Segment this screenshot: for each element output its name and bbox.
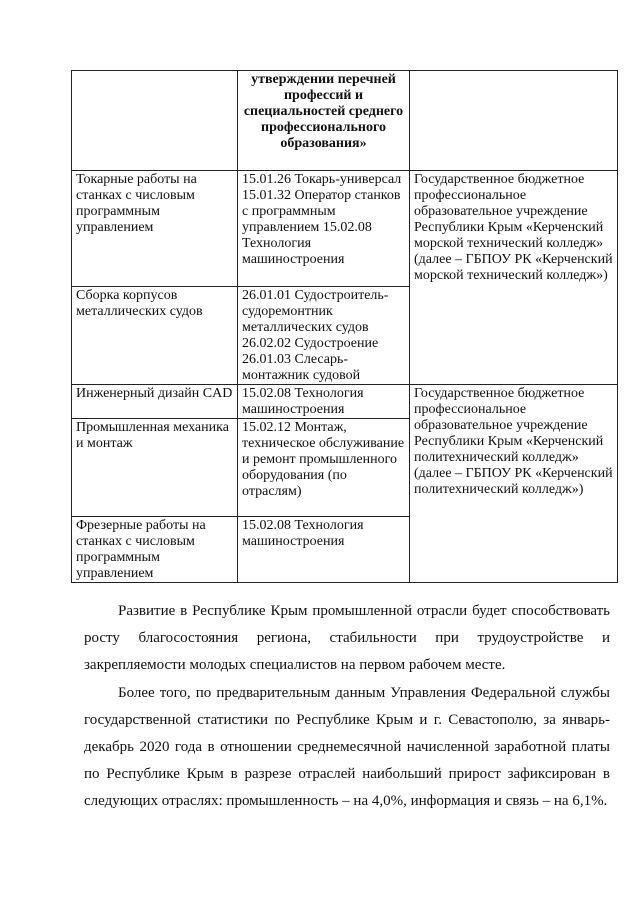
paragraph-text: Более того, по предварительным данным Управления Федеральной службы государственной статистики по Республике Крым и г. Севастополю, за январь-декабрь 2020 года в отношении среднемесячной начисленной заработной платы по Республике Крым в разрезе отраслей наибольший прирост зафиксирован в следующих отраслях: промышленность – на 4,0%, информация и связь – на 6,1%. (84, 685, 610, 809)
program-cell: Промышленная механика и монтаж (72, 419, 238, 517)
institution-cell: Государственное бюджетное профессиональное образовательное учреждение Республики Крым «Керченский политехнический колледж» (далее – ГБПОУ РК «Керченский политехнический колледж») (410, 385, 618, 583)
table-cell-empty (72, 71, 238, 171)
codes-cell: 15.01.26 Токарь-универсал 15.01.32 Оператор станков с программным управлением 15.02.08 Технология машиностроения (238, 171, 410, 287)
program-cell: Фрезерные работы на станках с числовым программным управлением (72, 517, 238, 583)
table-row (72, 71, 618, 171)
table-row (72, 171, 618, 287)
table-cell-empty (410, 71, 618, 171)
codes-cell: 15.02.12 Монтаж, техническое обслуживание и ремонт промышленного оборудования (по отраслям) (238, 419, 410, 517)
table-row (72, 385, 618, 419)
program-cell: Инженерный дизайн CAD (72, 385, 238, 419)
programs-table (71, 70, 618, 583)
codes-cell: 26.01.01 Судостроитель-судоремонтник металлических судов 26.02.02 Судостроение 26.01.03 Слесарь-монтажник судовой (238, 287, 410, 385)
paragraph-text: Развитие в Республике Крым промышленной отрасли будет способствовать росту благосостояния региона, стабильности при трудоустройстве и закрепляемости молодых специалистов на первом рабочем месте. (84, 603, 610, 673)
table-header-cell: утверждении перечней профессий и специальностей среднего профессионального образования» (238, 71, 410, 171)
codes-cell: 15.02.08 Технология машиностроения (238, 385, 410, 419)
program-cell: Токарные работы на станках с числовым программным управлением (72, 171, 238, 287)
institution-cell: Государственное бюджетное профессиональное образовательное учреждение Республики Крым «Керченский морской технический колледж» (далее – ГБПОУ РК «Керченский морской технический колледж») (410, 171, 618, 385)
paragraph (84, 680, 610, 815)
program-cell: Сборка корпусов металлических судов (72, 287, 238, 385)
paragraph (84, 598, 610, 679)
codes-cell: 15.02.08 Технология машиностроения (238, 517, 410, 583)
